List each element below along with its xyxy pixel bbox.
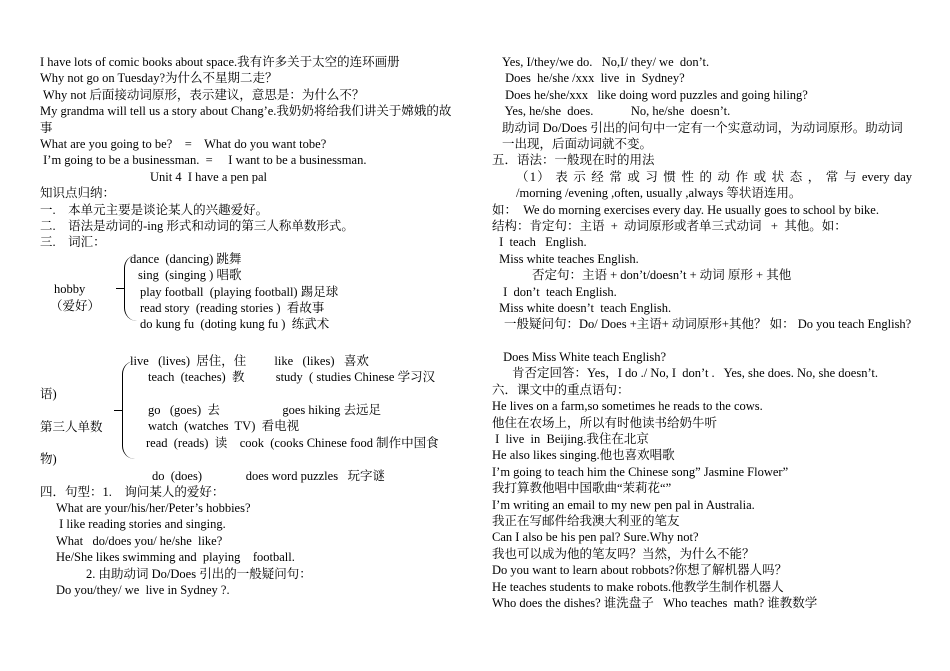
key-sentence: Can I also be his pen pal? Sure.Why not? xyxy=(492,530,699,545)
point-line: 二. 语法是动词的-ing 形式和动词的第三人称单数形式。 xyxy=(40,218,354,233)
point-line: 一. 本单元主要是谈论某人的兴趣爱好。 xyxy=(40,202,269,217)
point-line: 三. 词汇： xyxy=(40,235,106,250)
intro-line: I’m going to be a businessman. = I want to be a businessman. xyxy=(40,153,367,168)
example-line: I don’t teach English. xyxy=(500,284,617,299)
hobby-item: sing (singing ) 唱歌 xyxy=(138,268,242,283)
third-person-label: 第三人单数 xyxy=(40,419,103,434)
verb-line: do (does) does word puzzles 玩字谜 xyxy=(152,468,385,483)
sentence-line: He/She likes swimming and playing football. xyxy=(56,550,295,565)
unit-title: Unit 4 I have a pen pal xyxy=(150,169,267,184)
example-line: Miss white teaches English. xyxy=(496,251,639,266)
answer-line: Yes, I/they/we do. No,I/ they/ we don’t. xyxy=(502,55,710,69)
structure-line: 否定句：主语 + don’t/doesn’t + 动词 原形 + 其他 xyxy=(532,268,792,283)
key-sentence: He lives on a farm,so sometimes he reads to the cows. xyxy=(492,399,763,414)
structure-line: 肯否定回答：Yes，I do ./ No, I don’t . Yes, she does. No, she doesn’t. xyxy=(512,366,878,381)
note-line: 助动词 Do/Does 引出的问句中一定有一个实意动词，为动词原形。助动词一出现，后面动词就不变。 xyxy=(502,120,903,151)
sentence2-heading: 2. 由助动词 Do/Does 引出的一般疑问句： xyxy=(86,566,312,581)
verb-line: 语) xyxy=(40,386,57,401)
hobby-label: hobby xyxy=(54,281,86,296)
sentence-line: Do you/they/ we live in Sydney ?. xyxy=(56,583,230,598)
sentence-heading: 四．句型：1. 询问某人的爱好： xyxy=(40,484,225,499)
question-line: Does he/she/xxx like doing word puzzles and going hiling? xyxy=(502,87,808,102)
verb-line: read (reads) 读 cook (cooks Chinese food 制作中国食 xyxy=(146,435,439,450)
structure-line: 一般疑问句：Do/ Does +主语+ 动词原形+其他？ 如： Do you teach English? xyxy=(504,317,912,332)
third-person-brace xyxy=(122,361,135,459)
verb-line: live (lives) 居住，住 like (likes) 喜欢 xyxy=(130,353,369,368)
intro-line: What are you going to be? = What do you want tobe? xyxy=(40,136,327,151)
key-sentence: He teaches students to make robots.他教学生制作机器人 xyxy=(492,579,784,594)
example-line: I teach English. xyxy=(496,235,587,250)
verb-line: teach (teaches) 教 study ( studies Chinese 学习汉 xyxy=(148,370,436,385)
key-sentence: 我打算教他唱中国歌曲“茉莉花“” xyxy=(492,481,672,496)
verb-line: 物) xyxy=(40,452,57,467)
key-sentence: I’m writing an email to my new pen pal in Australia. xyxy=(492,497,755,512)
answer-line: Yes, he/she does. No, he/she doesn’t. xyxy=(502,104,731,119)
verb-line: go (goes) 去 goes hiking 去远足 xyxy=(148,402,381,417)
example-line: Miss white doesn’t teach English. xyxy=(496,300,672,315)
sentence-line: What do/does you/ he/she like? xyxy=(56,533,223,548)
question-line: Does he/she /xxx live in Sydney? xyxy=(502,71,685,86)
text-heading: 六．课文中的重点语句： xyxy=(492,382,630,397)
left-column xyxy=(40,54,460,598)
key-sentence: Who does the dishes? 谁洗盘子 Who teaches math? 谁教数学 xyxy=(492,595,818,610)
structure-line: 结构：肯定句：主语 + 动词原形或者单三式动词 + 其他。如： xyxy=(492,218,847,233)
key-sentence: I’m going to teach him the Chinese song” Jasmine Flower” xyxy=(492,464,789,479)
summary-heading: 知识点归纳： xyxy=(40,186,116,201)
verb-line: watch (watches TV) 看电视 xyxy=(148,419,300,434)
example-line: Does Miss White teach English? xyxy=(500,350,667,365)
intro-line: Why not 后面接动词原形，表示建议，意思是：为什么不？ xyxy=(40,87,365,102)
right-column xyxy=(492,54,912,611)
grammar-heading: 五．语法：一般现在时的用法 xyxy=(492,153,655,168)
key-sentence: He also likes singing.他也喜欢唱歌 xyxy=(492,448,675,463)
key-sentence: 我正在写邮件给我澳大利亚的笔友 xyxy=(492,513,680,528)
hobby-item: read story (reading stories ) 看故事 xyxy=(140,300,325,315)
hobby-vocab-block xyxy=(40,251,460,353)
hobby-item: dance (dancing) 跳舞 xyxy=(130,251,242,266)
hobby-label-cn: （爱好） xyxy=(50,298,101,313)
intro-line: Why not go on Tuesday?为什么不星期二走？ xyxy=(40,71,278,86)
key-sentence: 他住在农场上，所以有时他读书给奶牛听 xyxy=(492,415,718,430)
hobby-item: play football (playing football) 踢足球 xyxy=(140,284,339,299)
key-sentence: I live in Beijing.我住在北京 xyxy=(492,432,649,447)
third-person-block xyxy=(40,353,460,484)
sentence-line: What are your/his/her/Peter’s hobbies? xyxy=(56,501,251,516)
example-line: 如： We do morning exercises every day. He usually goes to school by bike. xyxy=(492,202,879,217)
intro-line: My grandma will tell us a story about Chang’e.我奶奶将给我们讲关于嫦娥的故事 xyxy=(40,104,452,135)
key-sentence: 我也可以成为他的笔友吗？当然，为什么不能？ xyxy=(492,546,755,561)
grammar-rule: （1） 表 示 经 常 或 习 惯 性 的 动 作 或 状 态 ， 常 与 every day /morning /evening ,often, usually ,always 等状语连用。 xyxy=(516,169,912,201)
hobby-item: do kung fu (doting kung fu ) 练武术 xyxy=(140,317,330,332)
key-sentence: Do you want to learn about robbots?你想了解机器人吗？ xyxy=(492,563,788,578)
sentence-line: I like reading stories and singing. xyxy=(56,517,226,532)
intro-line: I have lots of comic books about space.我有许多关于太空的连环画册 xyxy=(40,55,400,69)
